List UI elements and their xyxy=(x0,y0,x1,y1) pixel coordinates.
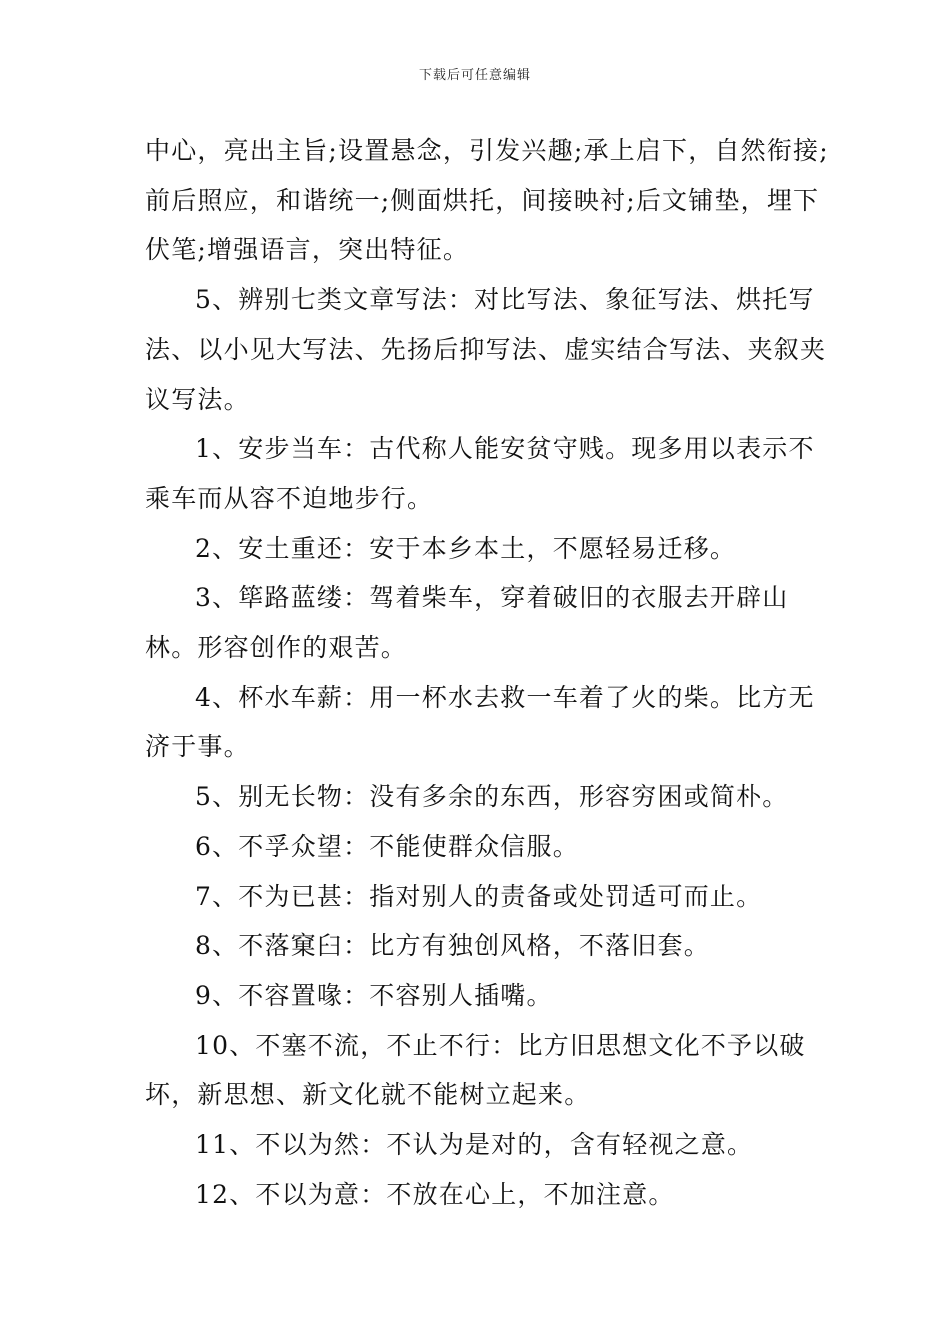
idiom-item-2: 2、安土重还：安于本乡本土，不愿轻易迁移。 xyxy=(195,533,737,563)
document-body xyxy=(145,126,840,1219)
idiom-item-10: 10、不塞不流，不止不行：比方旧思想文化不予以破坏，新思想、新文化就不能树立起来。 xyxy=(145,1030,806,1110)
idiom-item-9: 9、不容置喙：不容别人插嘴。 xyxy=(195,980,553,1010)
paragraph-writing-methods: 5、辨别七类文章写法：对比写法、象征写法、烘托写法、以小见大写法、先扬后抑写法、虚实结合写法、夹叙夹议写法。 xyxy=(145,285,827,414)
idiom-item-8: 8、不落窠臼：比方有独创风格，不落旧套。 xyxy=(195,931,710,961)
paragraph-continuation: 中心，亮出主旨;设置悬念，引发兴趣;承上启下，自然衔接;前后照应，和谐统一;侧面烘托，间接映衬;后文铺垫，埋下伏笔;增强语言，突出特征。 xyxy=(145,136,829,265)
idiom-item-1: 1、安步当车：古代称人能安贫守贱。现多用以表示不乘车而从容不迫地步行。 xyxy=(145,434,815,513)
idiom-item-7: 7、不为已甚：指对别人的责备或处罚适可而止。 xyxy=(195,881,763,911)
idiom-item-4: 4、杯水车薪：用一杯水去救一车着了火的柴。比方无济于事。 xyxy=(145,682,815,762)
idiom-item-12: 12、不以为意：不放在心上，不加注意。 xyxy=(195,1179,675,1209)
page-header: 下载后可任意编辑 xyxy=(418,68,531,83)
idiom-item-11: 11、不以为然：不认为是对的，含有轻视之意。 xyxy=(195,1130,754,1160)
idiom-item-3: 3、筚路蓝缕：驾着柴车，穿着破旧的衣服去开辟山林。形容创作的艰苦。 xyxy=(145,583,789,663)
idiom-item-5: 5、别无长物：没有多余的东西，形容穷困或简朴。 xyxy=(195,782,789,812)
idiom-item-6: 6、不孚众望：不能使群众信服。 xyxy=(195,831,579,861)
